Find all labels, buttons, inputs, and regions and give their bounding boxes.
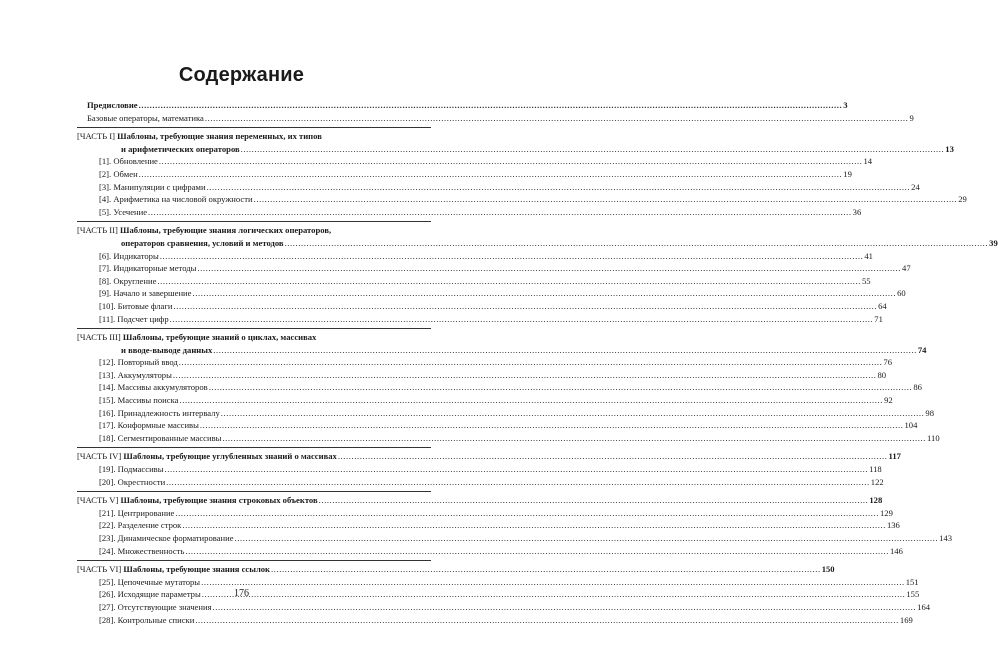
- entry-title: [14]. Массивы аккумуляторов: [99, 382, 208, 393]
- part-divider: [77, 447, 431, 448]
- leader-dots: [182, 519, 886, 532]
- part-heading: [77, 450, 901, 463]
- leader-dots: ........................................................................................................................................................................................................: [337, 451, 888, 462]
- entry-title: [23]. Динамическое форматирование: [99, 533, 234, 543]
- entry-title: [6]. Индикаторы: [99, 250, 159, 261]
- entry-page: 118: [869, 464, 882, 475]
- toc-entry: [77, 532, 953, 545]
- leader-dots: [148, 206, 852, 219]
- toc-entry: [77, 356, 892, 369]
- toc-entry: [77, 206, 862, 219]
- part-page: 117: [888, 451, 901, 462]
- leader-dots: [285, 237, 989, 250]
- leader-dots: [241, 143, 945, 156]
- entry-page: 76: [883, 357, 892, 368]
- part-divider: [77, 127, 431, 128]
- entry-title: [17]. Конформные массивы: [99, 420, 199, 431]
- part-page: 150: [821, 564, 835, 575]
- entry-title: [22]. Разделение строк: [99, 520, 182, 531]
- entry-page: 29: [958, 194, 967, 205]
- leader-dots: [235, 532, 939, 545]
- toc-entry: [77, 394, 893, 407]
- toc-entry: [77, 155, 873, 168]
- entry-title: [28]. Контрольные списки: [99, 614, 195, 625]
- entry-title: [3]. Манипуляции с цифрами: [99, 181, 206, 192]
- part-title-line1: Шаблоны, требующие знания переменных, их типов: [115, 131, 322, 142]
- part-heading: [77, 224, 431, 237]
- toc-entry: [77, 181, 920, 194]
- part-heading-cont: [77, 237, 998, 250]
- entry-title: [1]. Обновление: [99, 156, 158, 167]
- toc-entry: [77, 275, 871, 288]
- leader-dots: [205, 112, 909, 125]
- entry-page: 151: [905, 576, 919, 587]
- part-heading-cont: [77, 143, 954, 156]
- leader-dots: [222, 432, 926, 445]
- entry-title: Предисловие: [87, 100, 138, 110]
- leader-dots: [197, 262, 901, 275]
- entry-page: 92: [884, 395, 893, 406]
- part-title-line1: Шаблоны, требующие знаний о циклах, массивах: [120, 332, 317, 343]
- part-label: [ЧАСТЬ I]: [77, 131, 116, 142]
- entry-title: [2]. Обмен: [99, 168, 138, 179]
- entry-title: [5]. Усечение: [99, 206, 148, 217]
- entry-title: [18]. Сегментированные массивы: [99, 432, 222, 443]
- toc-part: [77, 221, 998, 325]
- part-page: 128: [869, 495, 883, 506]
- part-page: 74: [917, 344, 927, 355]
- entry-page: 55: [862, 275, 871, 286]
- part-label: [ЧАСТЬ III]: [77, 332, 121, 343]
- entry-title: [20]. Окрестности: [99, 476, 166, 487]
- part-page: 13: [945, 143, 954, 154]
- leader-dots: [221, 407, 925, 420]
- page-number: 176: [234, 588, 249, 599]
- entry-title: [4]. Арифметика на числовой окружности: [99, 194, 253, 205]
- leader-dots: [179, 394, 883, 407]
- entry-page: 104: [904, 420, 918, 431]
- part-heading-cont: [77, 344, 927, 357]
- entry-title: [16]. Принадлежность интервалу: [99, 407, 220, 418]
- toc-entry: [77, 601, 931, 614]
- toc-entry: [77, 262, 911, 275]
- toc-part: [77, 328, 940, 444]
- part-heading: [77, 331, 431, 344]
- toc-entry: [77, 419, 918, 432]
- leader-dots: [165, 463, 869, 476]
- part-title-line2: операторов сравнения, условий и методов: [121, 237, 284, 248]
- entry-page: 64: [878, 300, 887, 311]
- part-title-line1: Шаблоны, требующие знания строковых объектов: [118, 495, 318, 506]
- entry-page: 71: [874, 313, 883, 324]
- leader-dots: [166, 476, 870, 489]
- entry-page: 143: [939, 533, 953, 543]
- leader-dots: [170, 313, 874, 326]
- leader-dots: ........................................................................................................................................................................................................: [271, 564, 821, 575]
- leader-dots: [139, 168, 843, 181]
- entry-title: Базовые операторы, математика: [87, 112, 204, 123]
- entry-page: 110: [927, 432, 940, 443]
- part-label: [ЧАСТЬ IV]: [77, 451, 122, 462]
- toc-entry: [77, 519, 900, 532]
- entry-title: [24]. Множественность: [99, 545, 185, 556]
- leader-dots: [159, 155, 863, 168]
- toc-entry: [77, 381, 922, 394]
- leader-dots: [157, 275, 861, 288]
- part-title-line2: и вводе-выводе данных: [121, 344, 213, 355]
- entry-page: 47: [902, 263, 911, 274]
- entry-page: 129: [879, 507, 893, 518]
- entry-page: 24: [911, 181, 920, 192]
- part-title-line1: Шаблоны, требующие углубленных знаний о массивах: [121, 451, 337, 462]
- toc-entry: [77, 545, 903, 558]
- part-divider: [77, 328, 431, 329]
- leader-dots: [200, 419, 904, 432]
- leader-dots: [254, 193, 958, 206]
- table-of-contents: [77, 99, 998, 626]
- entry-page: 86: [913, 382, 922, 393]
- leader-dots: [160, 250, 864, 263]
- entry-page: 136: [886, 520, 900, 531]
- toc-entry: [77, 112, 914, 125]
- entry-title: [19]. Подмассивы: [99, 464, 164, 475]
- entry-title: [12]. Повторный ввод: [99, 357, 178, 368]
- leader-dots: [195, 614, 899, 627]
- toc-part: [77, 491, 953, 557]
- entry-title: [21]. Центрирование: [99, 507, 175, 518]
- leader-dots: [213, 344, 917, 357]
- entry-page: 146: [890, 545, 903, 556]
- entry-page: 3: [843, 100, 848, 110]
- part-divider: [77, 560, 431, 561]
- toc-entry: [77, 300, 887, 313]
- part-heading: [77, 130, 431, 143]
- entry-page: 9: [909, 112, 914, 123]
- entry-title: [11]. Подсчет цифр: [99, 313, 169, 324]
- entry-page: 98: [925, 407, 934, 418]
- part-label: [ЧАСТЬ V]: [77, 495, 119, 506]
- entry-page: 80: [877, 369, 887, 380]
- entry-page: 19: [843, 168, 852, 179]
- toc-entry: [77, 432, 940, 445]
- entry-page: 41: [864, 250, 873, 261]
- entry-title: [7]. Индикаторные методы: [99, 263, 197, 274]
- leader-dots: [192, 287, 896, 300]
- leader-dots: [201, 576, 905, 589]
- part-title-line2: и арифметических операторов: [121, 143, 240, 154]
- entry-title: [15]. Массивы поиска: [99, 395, 179, 406]
- toc-entry: [77, 168, 852, 181]
- toc-entry: [77, 407, 934, 420]
- part-title-line1: Шаблоны, требующие знания ссылок: [121, 564, 271, 575]
- entry-page: 122: [870, 476, 884, 487]
- part-page: 39: [989, 237, 998, 248]
- toc-part: [77, 127, 967, 218]
- toc-part: [77, 447, 901, 488]
- part-divider: [77, 491, 431, 492]
- leader-dots: ........................................................................................................................................................................................................: [318, 495, 869, 506]
- toc-entry: [77, 313, 883, 326]
- toc-entry: [77, 369, 887, 382]
- leader-dots: [179, 356, 883, 369]
- leader-dots: [173, 300, 877, 313]
- entry-title: [26]. Исходящие параметры: [99, 589, 201, 600]
- leader-dots: [209, 381, 913, 394]
- leader-dots: [213, 601, 917, 614]
- entry-title: [13]. Аккумуляторы: [99, 369, 172, 380]
- toc-entry: [77, 287, 906, 300]
- leader-dots: [173, 369, 877, 382]
- entry-page: 164: [917, 601, 931, 612]
- entry-title: [27]. Отсутствующие значения: [99, 601, 212, 612]
- entry-page: 14: [863, 156, 873, 167]
- leader-dots: [207, 181, 911, 194]
- entry-page: 60: [897, 288, 906, 299]
- toc-entry: [77, 250, 873, 263]
- entry-page: 36: [852, 206, 862, 217]
- part-label: [ЧАСТЬ VI]: [77, 564, 122, 575]
- part-label: [ЧАСТЬ II]: [77, 225, 118, 236]
- page-title: Содержание: [178, 64, 305, 86]
- part-heading: [77, 563, 835, 576]
- part-title-line1: Шаблоны, требующие знания логических операторов,: [117, 225, 332, 236]
- toc-entry: [77, 463, 882, 476]
- leader-dots: [175, 507, 879, 520]
- toc-entry: [77, 193, 967, 206]
- toc-entry: [77, 476, 884, 489]
- part-heading: [77, 494, 883, 507]
- toc-entry: [77, 99, 848, 112]
- entry-title: [9]. Начало и завершение: [99, 288, 192, 299]
- entry-title: [25]. Цепочечные мутаторы: [99, 576, 201, 587]
- part-divider: [77, 221, 431, 222]
- leader-dots: [185, 545, 889, 558]
- leader-dots: [139, 99, 843, 112]
- toc-entry: [77, 576, 919, 589]
- entry-title: [8]. Округление: [99, 275, 157, 286]
- entry-page: 155: [906, 589, 920, 600]
- entry-page: 169: [899, 614, 913, 625]
- toc-entry: [77, 507, 893, 520]
- entry-title: [10]. Битовые флаги: [99, 300, 173, 311]
- toc-entry: [77, 614, 913, 627]
